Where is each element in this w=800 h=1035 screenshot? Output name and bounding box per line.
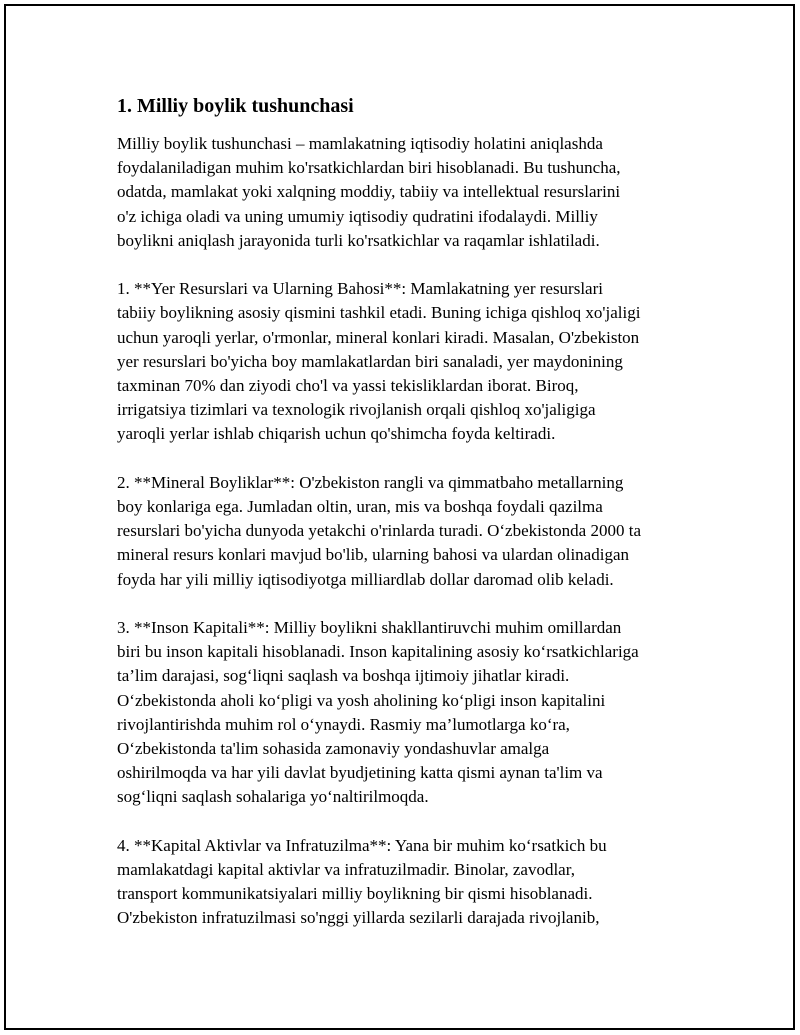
text-line: mineral resurs konlari mavjud bo'lib, ularning bahosi va ulardan olinadigan	[117, 545, 629, 565]
paragraph-human-capital	[117, 616, 707, 810]
text-line: O'zbekiston infratuzilmasi so'nggi yillarda sezilarli darajada rivojlanib,	[117, 908, 600, 928]
text-line: 3. **Inson Kapitali**: Milliy boylikni shakllantiruvchi muhim omillardan	[117, 618, 622, 638]
text-line: foyda har yili milliy iqtisodiyotga milliardlab dollar daromad olib keladi.	[117, 569, 614, 589]
text-line: o'z ichiga oladi va uning umumiy iqtisodiy qudratini ifodalaydi. Milliy	[117, 206, 598, 226]
text-line: odatda, mamlakat yoki xalqning moddiy, tabiiy va intellektual resurslarini	[117, 182, 621, 202]
text-line: foydalaniladigan muhim ko'rsatkichlardan biri hisoblanadi. Bu tushuncha,	[117, 158, 621, 178]
text-line: transport kommunikatsiyalari milliy boylikning bir qismi hisoblanadi.	[117, 884, 593, 904]
paragraph-land-resources	[117, 277, 707, 446]
text-line: taxminan 70% dan ziyodi cho'l va yassi tekisliklardan iborat. Biroq,	[117, 376, 579, 396]
text-line: tabiiy boylikning asosiy qismini tashkil etadi. Buning ichiga qishloq xo'jaligi	[117, 303, 641, 323]
text-line: mamlakatdagi kapital aktivlar va infratuzilmadir. Binolar, zavodlar,	[117, 860, 575, 880]
text-line: biri bu inson kapitali hisoblanadi. Inson kapitalining asosiy ko‘rsatkichlariga	[117, 642, 639, 662]
text-line: ta’lim darajasi, sog‘liqni saqlash va boshqa ijtimoiy jihatlar kiradi.	[117, 666, 570, 686]
paragraph-intro	[117, 132, 707, 253]
text-line: 4. **Kapital Aktivlar va Infratuzilma**: Yana bir muhim ko‘rsatkich bu	[117, 835, 607, 855]
text-line: uchun yaroqli yerlar, o'rmonlar, mineral konlari kiradi. Masalan, O'zbekiston	[117, 327, 640, 347]
document-body	[117, 93, 707, 955]
text-line: 1. **Yer Resurslari va Ularning Bahosi**: Mamlakatning yer resurslari	[117, 279, 603, 299]
text-line: oshirilmoqda va har yili davlat byudjetining katta qismi aynan ta'lim va	[117, 763, 603, 783]
text-line: Milliy boylik tushunchasi – mamlakatning iqtisodiy holatini aniqlashda	[117, 134, 603, 153]
document-title: 1. Milliy boylik tushunchasi	[117, 95, 354, 117]
text-line: rivojlantirishda muhim rol o‘ynaydi. Rasmiy ma’lumotlarga ko‘ra,	[117, 714, 570, 734]
paragraph-capital-assets	[117, 834, 707, 931]
text-line: yaroqli yerlar ishlab chiqarish uchun qo'shimcha foyda keltiradi.	[117, 424, 556, 444]
text-line: irrigatsiya tizimlari va texnologik rivojlanish orqali qishloq xo'jaligiga	[117, 400, 596, 420]
text-line: sog‘liqni saqlash sohalariga yo‘naltirilmoqda.	[117, 787, 429, 807]
text-line: boy konlariga ega. Jumladan oltin, uran, mis va boshqa foydali qazilma	[117, 497, 603, 517]
paragraph-mineral-wealth	[117, 471, 707, 592]
text-line: resurslari bo'yicha dunyoda yetakchi o'rinlarda turadi. O‘zbekistonda 2000 ta	[117, 521, 641, 541]
text-line: 2. **Mineral Boyliklar**: O'zbekiston rangli va qimmatbaho metallarning	[117, 472, 624, 492]
text-line: boylikni aniqlash jarayonida turli ko'rsatkichlar va raqamlar ishlatiladi.	[117, 230, 600, 250]
text-line: O‘zbekistonda ta'lim sohasida zamonaviy yondashuvlar amalga	[117, 739, 550, 759]
text-line: O‘zbekistonda aholi ko‘pligi va yosh aholining ko‘pligi inson kapitalini	[117, 690, 606, 710]
text-line: yer resurslari bo'yicha boy mamlakatlardan biri sanaladi, yer maydonining	[117, 351, 623, 371]
